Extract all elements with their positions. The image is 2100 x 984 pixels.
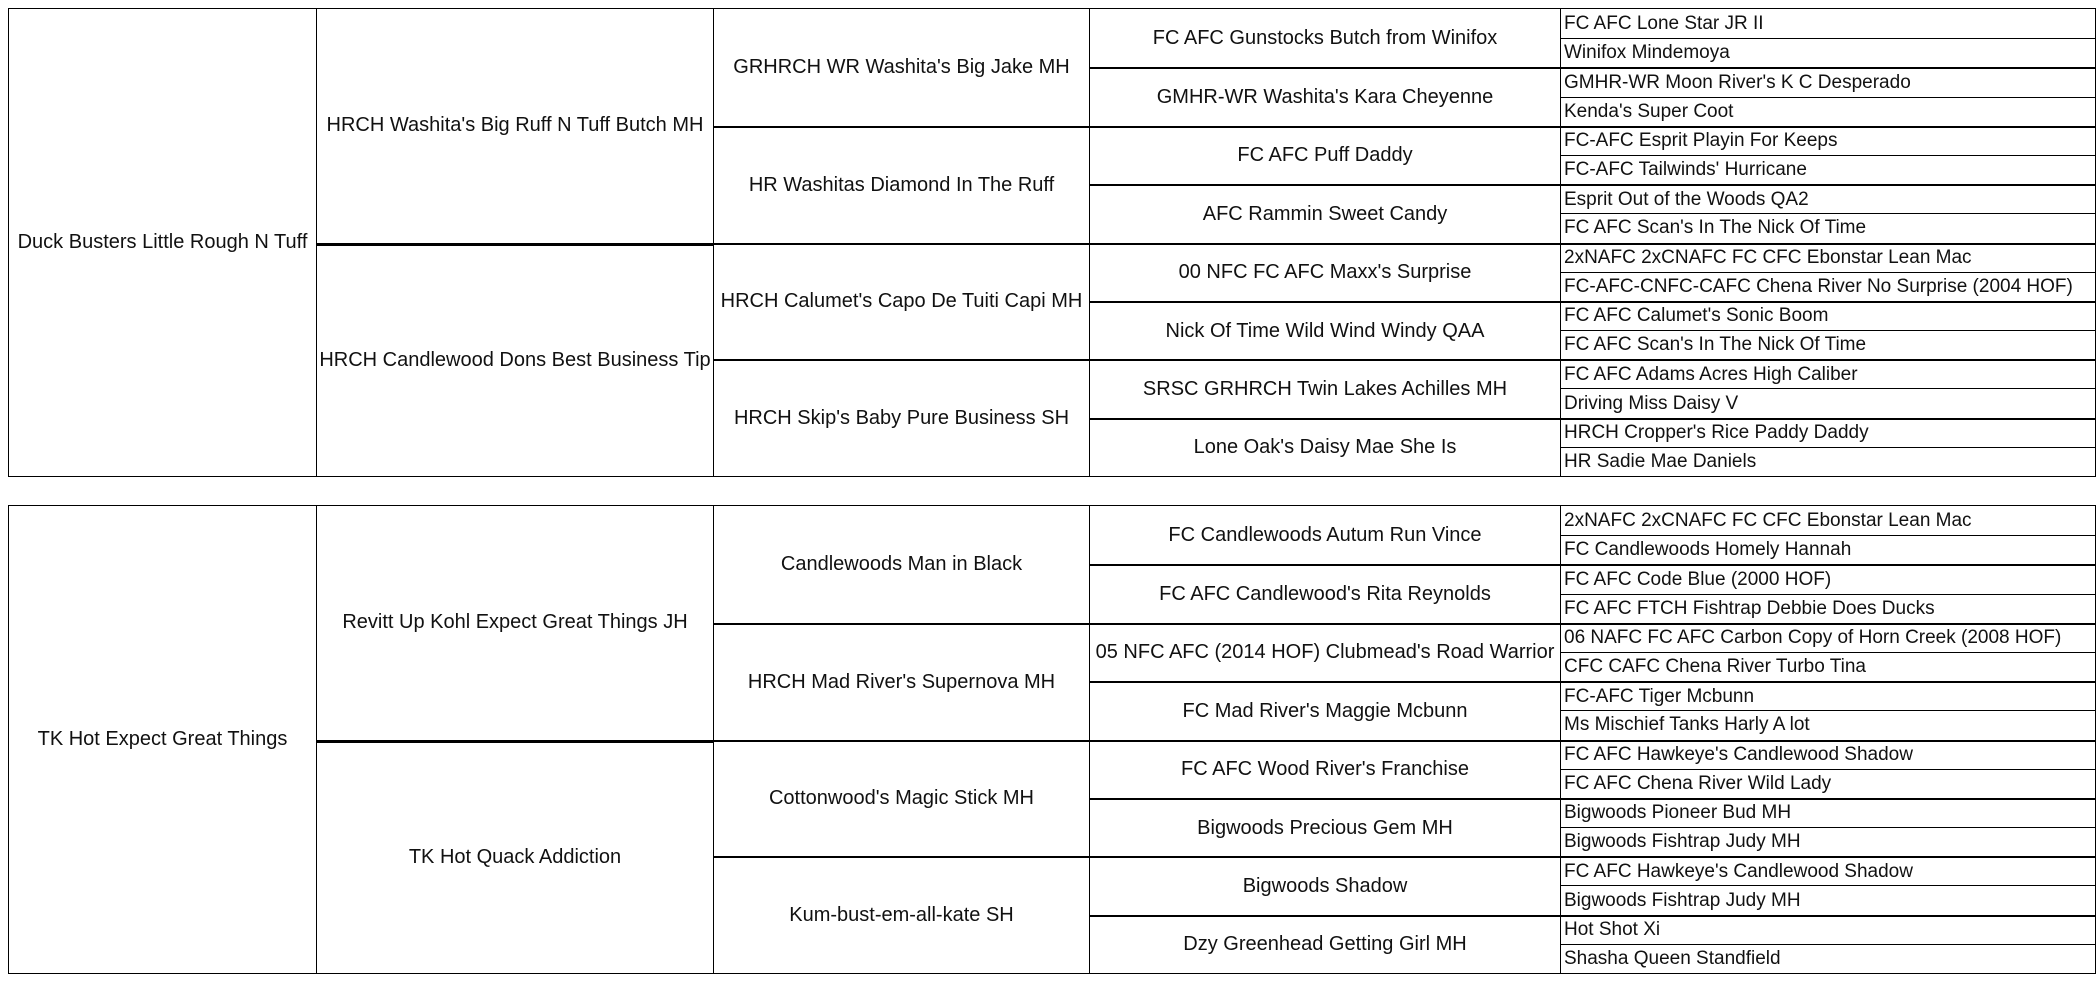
ancestor-gen4: 2xNAFC 2xCNAFC FC CFC Ebonstar Lean Mac — [1560, 506, 2095, 535]
grandparent: HRCH Calumet's Capo De Tuiti Capi MH — [713, 243, 1089, 360]
ancestor-gen4: FC AFC Chena River Wild Lady — [1560, 769, 2095, 798]
ancestor-gen4: HRCH Cropper's Rice Paddy Daddy — [1560, 418, 2095, 447]
dam: TK Hot Quack Addiction — [316, 740, 713, 974]
great-grandparent: SRSC GRHRCH Twin Lakes Achilles MH — [1089, 359, 1560, 417]
subject-dog: TK Hot Expect Great Things — [37, 728, 288, 750]
sire: Revitt Up Kohl Expect Great Things JH — [316, 506, 713, 740]
great-grandparent: GMHR-WR Washita's Kara Cheyenne — [1089, 67, 1560, 125]
great-grandparent: FC AFC Puff Daddy — [1089, 126, 1560, 184]
great-grandparent: Bigwoods Shadow — [1089, 856, 1560, 914]
ancestor-gen4: FC AFC Hawkeye's Candlewood Shadow — [1560, 856, 2095, 885]
ancestor-gen4: 2xNAFC 2xCNAFC FC CFC Ebonstar Lean Mac — [1560, 243, 2095, 272]
great-grandparent: 05 NFC AFC (2014 HOF) Clubmead's Road Warrior — [1089, 623, 1560, 681]
pedigree-table-1 — [8, 8, 2096, 477]
pedigree-table-2 — [8, 505, 2096, 974]
ancestor-gen4: FC-AFC Esprit Playin For Keeps — [1560, 126, 2095, 155]
sire: HRCH Washita's Big Ruff N Tuff Butch MH — [316, 9, 713, 243]
ancestor-gen4: FC Candlewoods Homely Hannah — [1560, 535, 2095, 564]
grandparent: Cottonwood's Magic Stick MH — [713, 740, 1089, 857]
ancestor-gen4: GMHR-WR Moon River's K C Desperado — [1560, 67, 2095, 96]
grandparent: HRCH Mad River's Supernova MH — [713, 623, 1089, 740]
ancestor-gen4: Bigwoods Fishtrap Judy MH — [1560, 827, 2095, 856]
great-grandparent: 00 NFC FC AFC Maxx's Surprise — [1089, 243, 1560, 301]
ancestor-gen4: Bigwoods Pioneer Bud MH — [1560, 798, 2095, 827]
grandparent: HRCH Skip's Baby Pure Business SH — [713, 359, 1089, 476]
ancestor-gen4: Ms Mischief Tanks Harly A lot — [1560, 710, 2095, 739]
ancestor-gen4: HR Sadie Mae Daniels — [1560, 447, 2095, 476]
grandparent: HR Washitas Diamond In The Ruff — [713, 126, 1089, 243]
ancestor-gen4: FC AFC Calumet's Sonic Boom — [1560, 301, 2095, 330]
great-grandparent: Bigwoods Precious Gem MH — [1089, 798, 1560, 856]
subject-dog: Duck Busters Little Rough N Tuff — [17, 231, 308, 253]
ancestor-gen4: FC-AFC Tailwinds' Hurricane — [1560, 155, 2095, 184]
great-grandparent: Nick Of Time Wild Wind Windy QAA — [1089, 301, 1560, 359]
great-grandparent: FC Candlewoods Autum Run Vince — [1089, 506, 1560, 564]
great-grandparent: Lone Oak's Daisy Mae She Is — [1089, 418, 1560, 476]
great-grandparent: FC AFC Wood River's Franchise — [1089, 740, 1560, 798]
ancestor-gen4: 06 NAFC FC AFC Carbon Copy of Horn Creek (2008 HOF) — [1560, 623, 2095, 652]
ancestor-gen4: FC-AFC Tiger Mcbunn — [1560, 681, 2095, 710]
ancestor-gen4: Winifox Mindemoya — [1560, 38, 2095, 67]
grandparent: GRHRCH WR Washita's Big Jake MH — [713, 9, 1089, 126]
ancestor-gen4: Driving Miss Daisy V — [1560, 388, 2095, 417]
great-grandparent: FC AFC Gunstocks Butch from Winifox — [1089, 9, 1560, 67]
great-grandparent: AFC Rammin Sweet Candy — [1089, 184, 1560, 242]
ancestor-gen4: FC AFC Lone Star JR II — [1560, 9, 2095, 38]
great-grandparent: FC Mad River's Maggie Mcbunn — [1089, 681, 1560, 739]
ancestor-gen4: Shasha Queen Standfield — [1560, 944, 2095, 973]
ancestor-gen4: Esprit Out of the Woods QA2 — [1560, 184, 2095, 213]
ancestor-gen4: FC AFC Code Blue (2000 HOF) — [1560, 564, 2095, 593]
great-grandparent: FC AFC Candlewood's Rita Reynolds — [1089, 564, 1560, 622]
ancestor-gen4: CFC CAFC Chena River Turbo Tina — [1560, 652, 2095, 681]
grandparent: Kum-bust-em-all-kate SH — [713, 856, 1089, 973]
great-grandparent: Dzy Greenhead Getting Girl MH — [1089, 915, 1560, 973]
ancestor-gen4: FC AFC Hawkeye's Candlewood Shadow — [1560, 740, 2095, 769]
ancestor-gen4: FC AFC FTCH Fishtrap Debbie Does Ducks — [1560, 594, 2095, 623]
grandparent: Candlewoods Man in Black — [713, 506, 1089, 623]
dam: HRCH Candlewood Dons Best Business Tip — [316, 243, 713, 477]
ancestor-gen4: Kenda's Super Coot — [1560, 97, 2095, 126]
ancestor-gen4: FC AFC Scan's In The Nick Of Time — [1560, 330, 2095, 359]
ancestor-gen4: FC-AFC-CNFC-CAFC Chena River No Surprise (2004 HOF) — [1560, 272, 2095, 301]
ancestor-gen4: Hot Shot Xi — [1560, 915, 2095, 944]
ancestor-gen4: FC AFC Scan's In The Nick Of Time — [1560, 213, 2095, 242]
ancestor-gen4: FC AFC Adams Acres High Caliber — [1560, 359, 2095, 388]
ancestor-gen4: Bigwoods Fishtrap Judy MH — [1560, 885, 2095, 914]
